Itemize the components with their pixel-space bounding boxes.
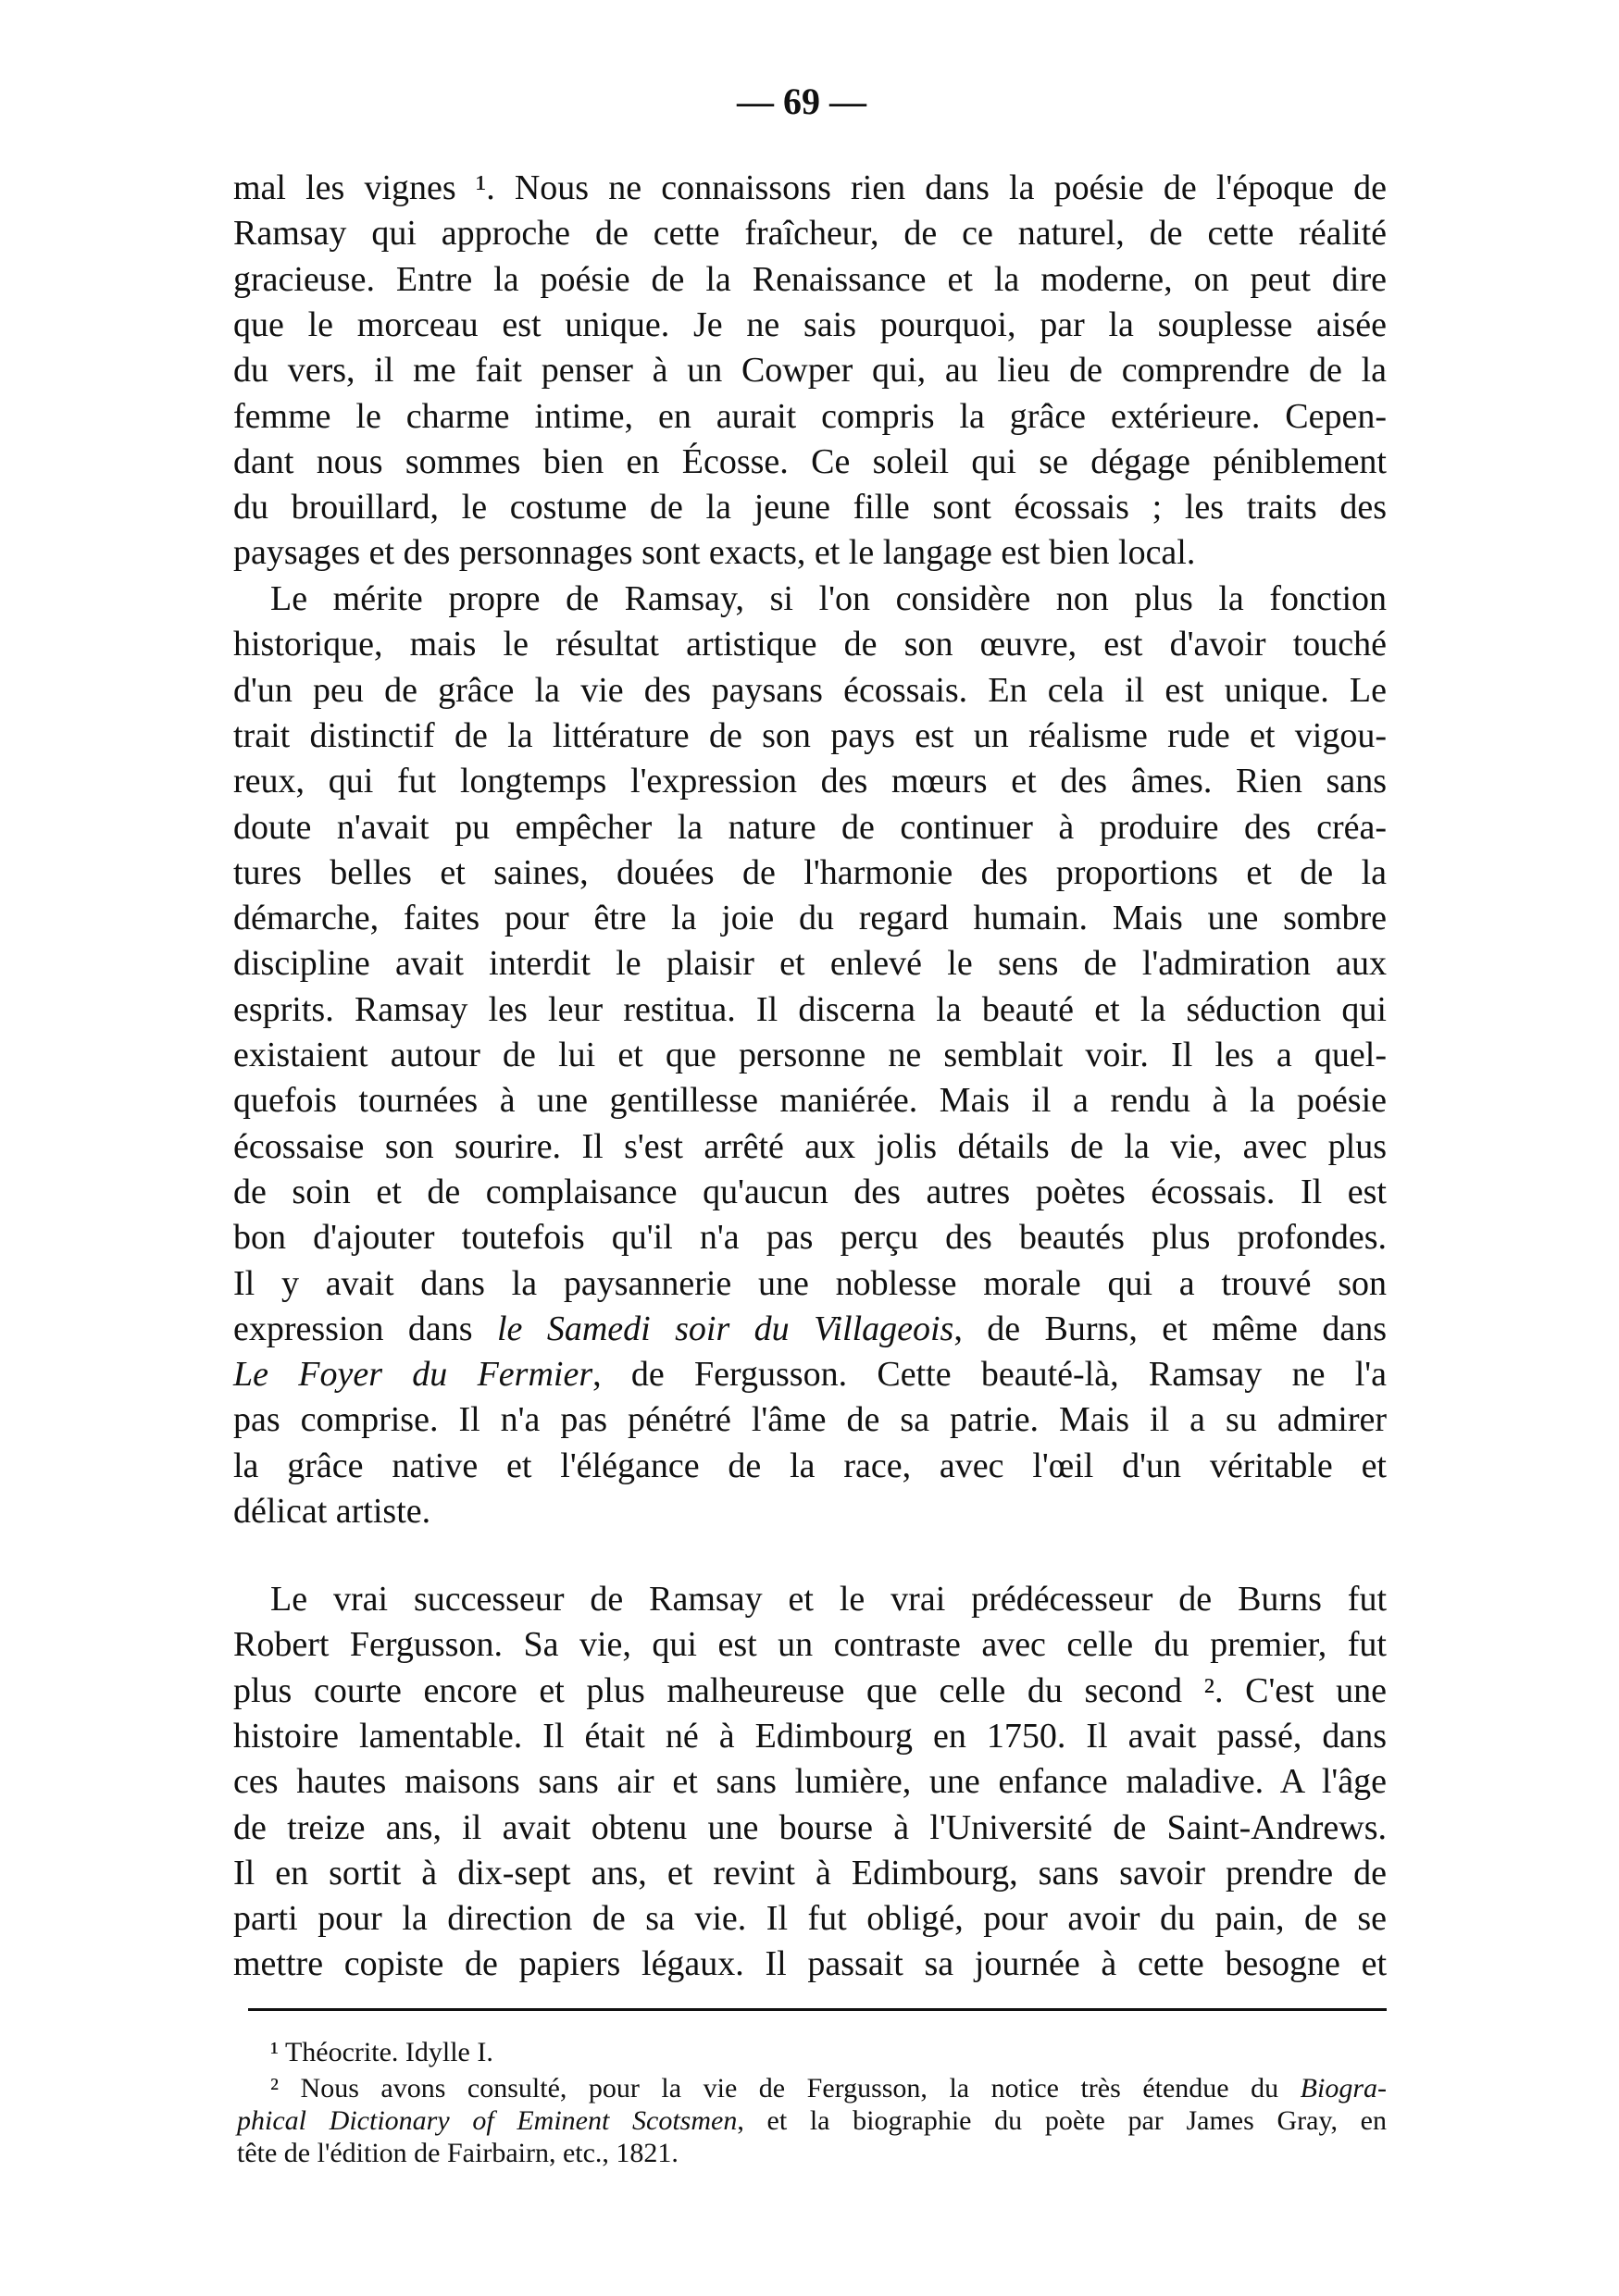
text-segment: démarche, faites pour être la joie du regard humain. Mais une sombre (233, 899, 1387, 938)
text-segment: doute n'avait pu empêcher la nature de continuer à produire des créa- (233, 807, 1387, 847)
text-line (233, 1124, 1387, 1169)
text-segment: Robert Fergusson. Sa vie, qui est un contraste avec celle du premier, fut (233, 1625, 1387, 1665)
text-segment: pas comprise. Il n'a pas pénétré l'âme de sa patrie. Mais il a su admirer (233, 1400, 1387, 1440)
text-line (233, 1759, 1387, 1804)
text-line (233, 530, 1387, 575)
text-line (233, 622, 1387, 666)
text-segment: femme le charme intime, en aurait compris la grâce extérieure. Cepen- (233, 396, 1387, 436)
footnote-separator (248, 2008, 1387, 2011)
text-line (233, 1714, 1387, 1758)
footnote-line (270, 2036, 1387, 2069)
text-line (233, 1307, 1387, 1351)
text-line (233, 394, 1387, 439)
text-segment: esprits. Ramsay les leur restitua. Il discerna la beauté et la séduction qui (233, 989, 1387, 1029)
text-line (233, 1444, 1387, 1488)
text-segment: , de Burns, et même dans (953, 1309, 1387, 1348)
italic-title: Le Foyer du Fermier (233, 1355, 593, 1395)
text-segment: Ramsay qui approche de cette fraîcheur, de ce naturel, de cette réalité (233, 214, 1387, 254)
text-segment: que le morceau est unique. Je ne sais pourquoi, par la souplesse aisée (233, 304, 1387, 344)
text-segment: écossaise son sourire. Il s'est arrêté aux jolis détails de la vie, avec plus (233, 1126, 1387, 1166)
footnote-line (237, 2137, 1387, 2170)
text-segment: , de Fergusson. Cette beauté-là, Ramsay ne l'a (592, 1355, 1387, 1395)
text-line (233, 1489, 1387, 1533)
text-line (233, 303, 1387, 347)
text-segment: tête de l'édition de Fairbairn, etc., 1821. (237, 2138, 679, 2168)
italic-title: le Samedi soir du Villageois (497, 1309, 954, 1348)
text-segment: Le vrai successeur de Ramsay et le vrai prédécesseur de Burns fut (270, 1580, 1387, 1619)
text-segment: dant nous sommes bien en Écosse. Ce soleil qui se dégage péniblement (233, 441, 1387, 481)
text-line (233, 211, 1387, 255)
text-segment: du vers, il me fait penser à un Cowper qui, au lieu de comprendre de la (233, 351, 1387, 391)
text-segment: existaient autour de lui et que personne ne semblait voir. Il les a quel- (233, 1036, 1387, 1074)
text-line (233, 941, 1387, 986)
italic-title: Biogra- (1300, 2073, 1387, 2104)
text-segment: ces hautes maisons sans air et sans lumière, une enfance maladive. A l'âge (233, 1762, 1387, 1802)
text-line (233, 1896, 1387, 1941)
text-line (233, 759, 1387, 803)
text-segment: historique, mais le résultat artistique de son œuvre, est d'avoir touché (233, 625, 1387, 664)
text-line (233, 1261, 1387, 1306)
text-line (233, 485, 1387, 529)
text-line (233, 668, 1387, 713)
text-line (233, 805, 1387, 850)
text-line (233, 1622, 1387, 1667)
text-segment: mal les vignes ¹. Nous ne connaissons rien dans la poésie de l'époque de (233, 168, 1387, 207)
text-segment: ² Nous avons consulté, pour la vie de Fergusson, la notice très étendue du (270, 2073, 1301, 2104)
text-line (233, 987, 1387, 1032)
footnote-line (237, 2104, 1387, 2138)
text-segment: parti pour la direction de sa vie. Il fut obligé, pour avoir du pain, de se (233, 1899, 1387, 1939)
text-segment: du brouillard, le costume de la jeune fille sont écossais ; les traits des (233, 488, 1387, 527)
text-segment: histoire lamentable. Il était né à Edimbourg en 1750. Il avait passé, dans (233, 1716, 1387, 1756)
text-line (233, 850, 1387, 895)
text-line (233, 1033, 1387, 1077)
text-line (233, 166, 1387, 210)
text-line (233, 714, 1387, 758)
text-line (270, 1577, 1387, 1621)
text-line (233, 1851, 1387, 1895)
text-line (233, 440, 1387, 484)
text-line (233, 1170, 1387, 1214)
text-segment: mettre copiste de papiers légaux. Il passait sa journée à cette besogne et (233, 1944, 1387, 1984)
text-segment: Le mérite propre de Ramsay, si l'on considère non plus la fonction (270, 579, 1387, 618)
text-segment: la grâce native et l'élégance de la race, avec l'œil d'un véritable et (233, 1446, 1387, 1485)
text-segment: Il y avait dans la paysannerie une noblesse morale qui a trouvé son (233, 1263, 1387, 1303)
text-segment: paysages et des personnages sont exacts, et le langage est bien local. (233, 533, 1196, 573)
text-line (233, 257, 1387, 302)
text-line (233, 348, 1387, 392)
text-segment: plus courte encore et plus malheureuse que celle du second ². C'est une (233, 1670, 1387, 1710)
text-segment: , et la biographie du poète par James Gray, en (737, 2105, 1387, 2136)
text-segment: délicat artiste. (233, 1492, 431, 1531)
text-line (233, 1397, 1387, 1442)
text-segment: reux, qui fut longtemps l'expression des mœurs et des âmes. Rien sans (233, 762, 1387, 801)
page-number: — 69 — (737, 81, 866, 122)
text-line (233, 1942, 1387, 1986)
text-line (233, 1215, 1387, 1260)
text-segment: ¹ Théocrite. Idylle I. (270, 2037, 493, 2067)
text-segment: quefois tournées à une gentillesse maniérée. Mais il a rendu à la poésie (233, 1081, 1387, 1121)
text-segment: d'un peu de grâce la vie des paysans écossais. En cela il est unique. Le (233, 670, 1387, 710)
text-line (233, 1806, 1387, 1850)
text-line (233, 896, 1387, 940)
text-segment: de soin et de complaisance qu'aucun des autres poètes écossais. Il est (233, 1172, 1387, 1211)
text-segment: expression dans (233, 1309, 497, 1348)
text-segment: discipline avait interdit le plaisir et enlevé le sens de l'admiration aux (233, 944, 1387, 984)
text-segment: gracieuse. Entre la poésie de la Renaissance et la moderne, on peut dire (233, 259, 1387, 299)
text-segment: trait distinctif de la littérature de son pays est un réalisme rude et vigou- (233, 715, 1387, 755)
text-line (270, 577, 1387, 621)
text-segment: Il en sortit à dix-sept ans, et revint à Edimbourg, sans savoir prendre de (233, 1853, 1387, 1893)
text-segment: tures belles et saines, douées de l'harmonie des proportions et de la (233, 852, 1387, 892)
text-segment: de treize ans, il avait obtenu une bourse à l'Université de Saint-Andrews. (233, 1807, 1387, 1847)
text-line (233, 1078, 1387, 1123)
italic-title: phical Dictionary of Eminent Scotsmen (237, 2105, 738, 2136)
footnote-line (270, 2072, 1387, 2105)
text-segment: bon d'ajouter toutefois qu'il n'a pas perçu des beautés plus profondes. (233, 1218, 1387, 1258)
text-line (233, 1669, 1387, 1713)
text-line (233, 1352, 1387, 1396)
